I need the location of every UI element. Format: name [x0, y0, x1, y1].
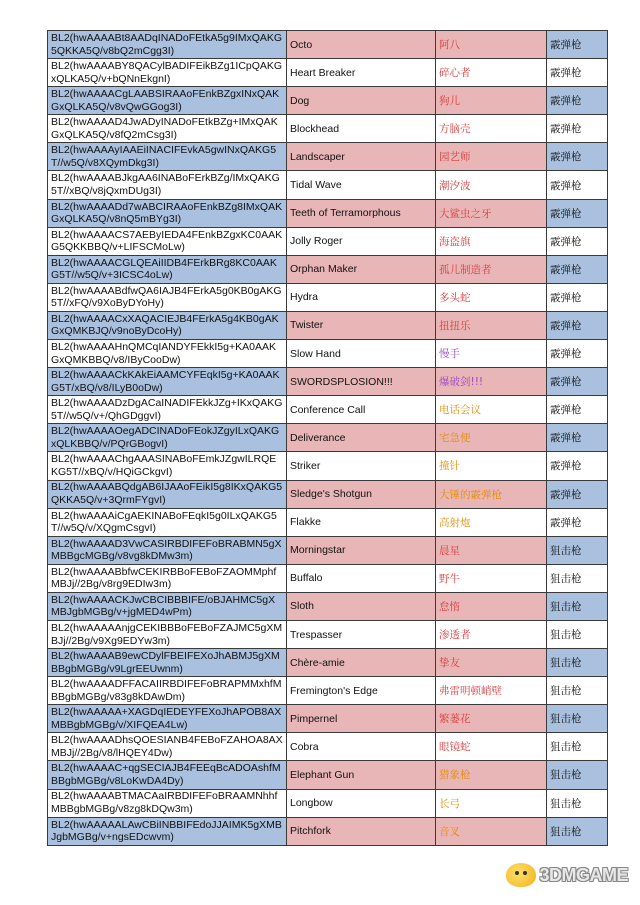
chinese-name-cell: 慢手	[436, 340, 547, 368]
code-cell: BL2(hwAAAACGLQEAiIIDB4FErkBRg8KC0AAKG5T//w5Q/v+3ICSC4oLw)	[48, 255, 287, 283]
code-cell: BL2(hwAAAAOegADCINADoFEokJZgyILxQAKGxQLKBBQ/v/PQrGBogvI)	[48, 424, 287, 452]
code-cell: BL2(hwAAAACKJwCBCIBBBIFE/oBJAHMC5gXMBJgbMGBg/v+jgMED4wPm)	[48, 592, 287, 620]
english-name-cell: Teeth of Terramorphous	[287, 199, 436, 227]
code-cell: BL2(hwAAAABbfwCEKIRBBoFEBoFZAOMMphfMBJj//2Bg/v8rg9EDIw3m)	[48, 564, 287, 592]
table-row	[48, 424, 608, 452]
category-cell: 狙击枪	[547, 536, 608, 564]
watermark-text: 3DMGAME	[539, 864, 628, 885]
category-cell: 狙击枪	[547, 592, 608, 620]
category-cell: 霰弹枪	[547, 396, 608, 424]
code-cell: BL2(hwAAAADhsQOESIANB4FEBoFZAHOA8AXMBJj//2Bg/v8/lHQEY4Dw)	[48, 733, 287, 761]
chinese-name-cell: 多头蛇	[436, 283, 547, 311]
code-cell: BL2(hwAAAACxXAQACIEJB4FErkA5g4KB0gAKGxQMKBJQ/v9noByDcoHy)	[48, 311, 287, 339]
code-cell: BL2(hwAAAABt8AADqINADoFEtkA5g9IMxQAKG5QKKA5Q/v8bQ2mCgg3I)	[48, 31, 287, 59]
chinese-name-cell: 方脑壳	[436, 115, 547, 143]
category-cell: 霰弹枪	[547, 340, 608, 368]
table-row	[48, 87, 608, 115]
table-row	[48, 564, 608, 592]
table-row	[48, 649, 608, 677]
category-cell: 狙击枪	[547, 620, 608, 648]
chinese-name-cell: 大鲨虫之牙	[436, 199, 547, 227]
chinese-name-cell: 爆破剑!!!	[436, 368, 547, 396]
category-cell: 狙击枪	[547, 649, 608, 677]
category-cell: 狙击枪	[547, 733, 608, 761]
table-row	[48, 620, 608, 648]
chinese-name-cell: 宅急便	[436, 424, 547, 452]
table-row	[48, 677, 608, 705]
english-name-cell: Jolly Roger	[287, 227, 436, 255]
chinese-name-cell: 狗儿	[436, 87, 547, 115]
category-cell: 霰弹枪	[547, 424, 608, 452]
english-name-cell: Tidal Wave	[287, 171, 436, 199]
table-row	[48, 311, 608, 339]
code-cell: BL2(hwAAAACS7AEByIEDA4FEnkBZgxKC0AAKG5QKKBBQ/v+LIFSCMoLw)	[48, 227, 287, 255]
chinese-name-cell: 海盗旗	[436, 227, 547, 255]
category-cell: 霰弹枪	[547, 283, 608, 311]
table-row	[48, 480, 608, 508]
chinese-name-cell: 繁蒌花	[436, 705, 547, 733]
code-cell: BL2(hwAAAADFFACAIIRBDIFEFoBRAPMMxhfMBBgbMGBg/v83g8kDAwDm)	[48, 677, 287, 705]
english-name-cell: Longbow	[287, 789, 436, 817]
chinese-name-cell: 碎心者	[436, 59, 547, 87]
3dm-mascot-icon	[506, 863, 536, 887]
english-name-cell: Deliverance	[287, 424, 436, 452]
category-cell: 霰弹枪	[547, 227, 608, 255]
category-cell: 霰弹枪	[547, 311, 608, 339]
table-row	[48, 789, 608, 817]
category-cell: 霰弹枪	[547, 59, 608, 87]
category-cell: 霰弹枪	[547, 31, 608, 59]
chinese-name-cell: 园艺师	[436, 143, 547, 171]
category-cell: 霰弹枪	[547, 115, 608, 143]
table-row	[48, 452, 608, 480]
code-cell: BL2(hwAAAAD4JwADyINADoFEtkBZg+IMxQAKGxQLKA5Q/v8fQ2mCsg3I)	[48, 115, 287, 143]
chinese-name-cell: 渗透者	[436, 620, 547, 648]
code-cell: BL2(hwAAAAHnQMCqIANDYFEkkI5g+KA0AAKGxQMKBBQ/v8/IByCooDw)	[48, 340, 287, 368]
english-name-cell: Orphan Maker	[287, 255, 436, 283]
category-cell: 霰弹枪	[547, 508, 608, 536]
chinese-name-cell: 大锤的霰弹枪	[436, 480, 547, 508]
english-name-cell: Fremington's Edge	[287, 677, 436, 705]
chinese-name-cell: 眼镜蛇	[436, 733, 547, 761]
table-row	[48, 227, 608, 255]
table-row	[48, 31, 608, 59]
english-name-cell: Sledge's Shotgun	[287, 480, 436, 508]
category-cell: 狙击枪	[547, 705, 608, 733]
english-name-cell: Conference Call	[287, 396, 436, 424]
table-row	[48, 761, 608, 789]
english-name-cell: SWORDSPLOSION!!!	[287, 368, 436, 396]
chinese-name-cell: 电话会议	[436, 396, 547, 424]
chinese-name-cell: 长弓	[436, 789, 547, 817]
code-cell: BL2(hwAAAABTMACAaIRBDIFEFoBRAAMNhhfMBBgbMGBg/v8zg8kDQw3m)	[48, 789, 287, 817]
chinese-name-cell: 挚友	[436, 649, 547, 677]
english-name-cell: Slow Hand	[287, 340, 436, 368]
weapon-code-sheet	[47, 30, 591, 846]
category-cell: 霰弹枪	[547, 171, 608, 199]
table-row	[48, 592, 608, 620]
english-name-cell: Dog	[287, 87, 436, 115]
english-name-cell: Morningstar	[287, 536, 436, 564]
table-row	[48, 340, 608, 368]
english-name-cell: Buffalo	[287, 564, 436, 592]
code-cell: BL2(hwAAAACgLAABSIRAAoFEnkBZgxINxQAKGxQLKA5Q/v8vQwGGog3I)	[48, 87, 287, 115]
code-cell: BL2(hwAAAAAnjgCEKIBBBoFEBoFZAJMC5gXMBJj//2Bg/v9Xg9EDYw3m)	[48, 620, 287, 648]
code-cell: BL2(hwAAAAALAwCBiINBBIFEdoJJAIMK5gXMBJgbMGBg/v+ngsEDcwvm)	[48, 817, 287, 845]
code-cell: BL2(hwAAAAChgAAASINABoFEmkJZgwILRQEKG5T//xBQ/v/HQiGCkgvI)	[48, 452, 287, 480]
category-cell: 霰弹枪	[547, 199, 608, 227]
table-row	[48, 59, 608, 87]
english-name-cell: Sloth	[287, 592, 436, 620]
table-row	[48, 733, 608, 761]
english-name-cell: Cobra	[287, 733, 436, 761]
code-cell: BL2(hwAAAADd7wABCIRAAoFEnkBZg8IMxQAKGxQLKA5Q/v8nQ5mBYg3I)	[48, 199, 287, 227]
table-row	[48, 817, 608, 845]
table-row	[48, 508, 608, 536]
category-cell: 狙击枪	[547, 789, 608, 817]
code-cell: BL2(hwAAAAD3VwCASIRBDIFEFoBRABMN5gXMBBgcMGBg/v8vg8kDMw3m)	[48, 536, 287, 564]
category-cell: 霰弹枪	[547, 143, 608, 171]
chinese-name-cell: 弗雷明顿峭壁	[436, 677, 547, 705]
code-cell: BL2(hwAAAABJkgAA6INABoFErkBZg/IMxQAKG5T//xBQ/v8jQxmDUg3I)	[48, 171, 287, 199]
category-cell: 狙击枪	[547, 564, 608, 592]
code-cell: BL2(hwAAAABdfwQA6IAJB4FErkA5g0KB0gAKG5T//xFQ/v9XoByDYoHy)	[48, 283, 287, 311]
english-name-cell: Twister	[287, 311, 436, 339]
category-cell: 狙击枪	[547, 677, 608, 705]
english-name-cell: Flakke	[287, 508, 436, 536]
table-row	[48, 396, 608, 424]
table-row	[48, 536, 608, 564]
english-name-cell: Striker	[287, 452, 436, 480]
english-name-cell: Chère-amie	[287, 649, 436, 677]
chinese-name-cell: 高射炮	[436, 508, 547, 536]
english-name-cell: Pimpernel	[287, 705, 436, 733]
table-row	[48, 368, 608, 396]
category-cell: 霰弹枪	[547, 368, 608, 396]
category-cell: 霰弹枪	[547, 87, 608, 115]
category-cell: 霰弹枪	[547, 255, 608, 283]
chinese-name-cell: 音叉	[436, 817, 547, 845]
code-cell: BL2(hwAAAACkKAkEiAAMCYFEqkI5g+KA0AAKG5T/xBQ/v8/ILyB0oDw)	[48, 368, 287, 396]
table-row	[48, 143, 608, 171]
code-cell: BL2(hwAAAAB9ewCDylFBEIFEXoJhABMJ5gXMBBgbMGBg/v9LgrEEUwnm)	[48, 649, 287, 677]
category-cell: 霰弹枪	[547, 452, 608, 480]
code-cell: BL2(hwAAAAiCgAEKINABoFEqkI5g0ILxQAKG5T//w5Q/v/XQgmCsgvI)	[48, 508, 287, 536]
chinese-name-cell: 野牛	[436, 564, 547, 592]
table-row	[48, 705, 608, 733]
english-name-cell: Trespasser	[287, 620, 436, 648]
chinese-name-cell: 撞针	[436, 452, 547, 480]
category-cell: 霰弹枪	[547, 480, 608, 508]
table-row	[48, 255, 608, 283]
chinese-name-cell: 阿八	[436, 31, 547, 59]
chinese-name-cell: 晨星	[436, 536, 547, 564]
english-name-cell: Pitchfork	[287, 817, 436, 845]
code-cell: BL2(hwAAAAA+XAGDqIEDEYFEXoJhAPOB8AXMBBgbMGBg/v/XIFQEA4Lw)	[48, 705, 287, 733]
chinese-name-cell: 扭扭乐	[436, 311, 547, 339]
chinese-name-cell: 潮汐波	[436, 171, 547, 199]
code-cell: BL2(hwAAAAyIAAEiINACIFEvkA5gwINxQAKG5T//w5Q/v8XQymDkg3I)	[48, 143, 287, 171]
code-cell: BL2(hwAAAAC+qgSECIAJB4FEEqBcADOAshfMBBgbMGBg/v8LoKwDA4Dy)	[48, 761, 287, 789]
english-name-cell: Octo	[287, 31, 436, 59]
table-row	[48, 199, 608, 227]
english-name-cell: Blockhead	[287, 115, 436, 143]
code-cell: BL2(hwAAAADzDgACaINADIFEkkJZg+IKxQAKG5T//w5Q/v+/QhGDggvI)	[48, 396, 287, 424]
category-cell: 狙击枪	[547, 817, 608, 845]
chinese-name-cell: 孤儿制造者	[436, 255, 547, 283]
english-name-cell: Hydra	[287, 283, 436, 311]
english-name-cell: Landscaper	[287, 143, 436, 171]
table-row	[48, 283, 608, 311]
code-cell: BL2(hwAAAABQdgAB6IJAAoFEikI5g8IKxQAKG5QKKA5Q/v+3QrmFYgvI)	[48, 480, 287, 508]
table-row	[48, 115, 608, 143]
watermark-logo	[506, 863, 628, 887]
english-name-cell: Heart Breaker	[287, 59, 436, 87]
category-cell: 狙击枪	[547, 761, 608, 789]
code-cell: BL2(hwAAAABY8QACylBADIFEikBZg1ICpQAKGxQLKA5Q/v+bQNnEkgnI)	[48, 59, 287, 87]
english-name-cell: Elephant Gun	[287, 761, 436, 789]
chinese-name-cell: 猎象枪	[436, 761, 547, 789]
table-row	[48, 171, 608, 199]
weapon-code-table	[47, 30, 608, 846]
chinese-name-cell: 怠惰	[436, 592, 547, 620]
